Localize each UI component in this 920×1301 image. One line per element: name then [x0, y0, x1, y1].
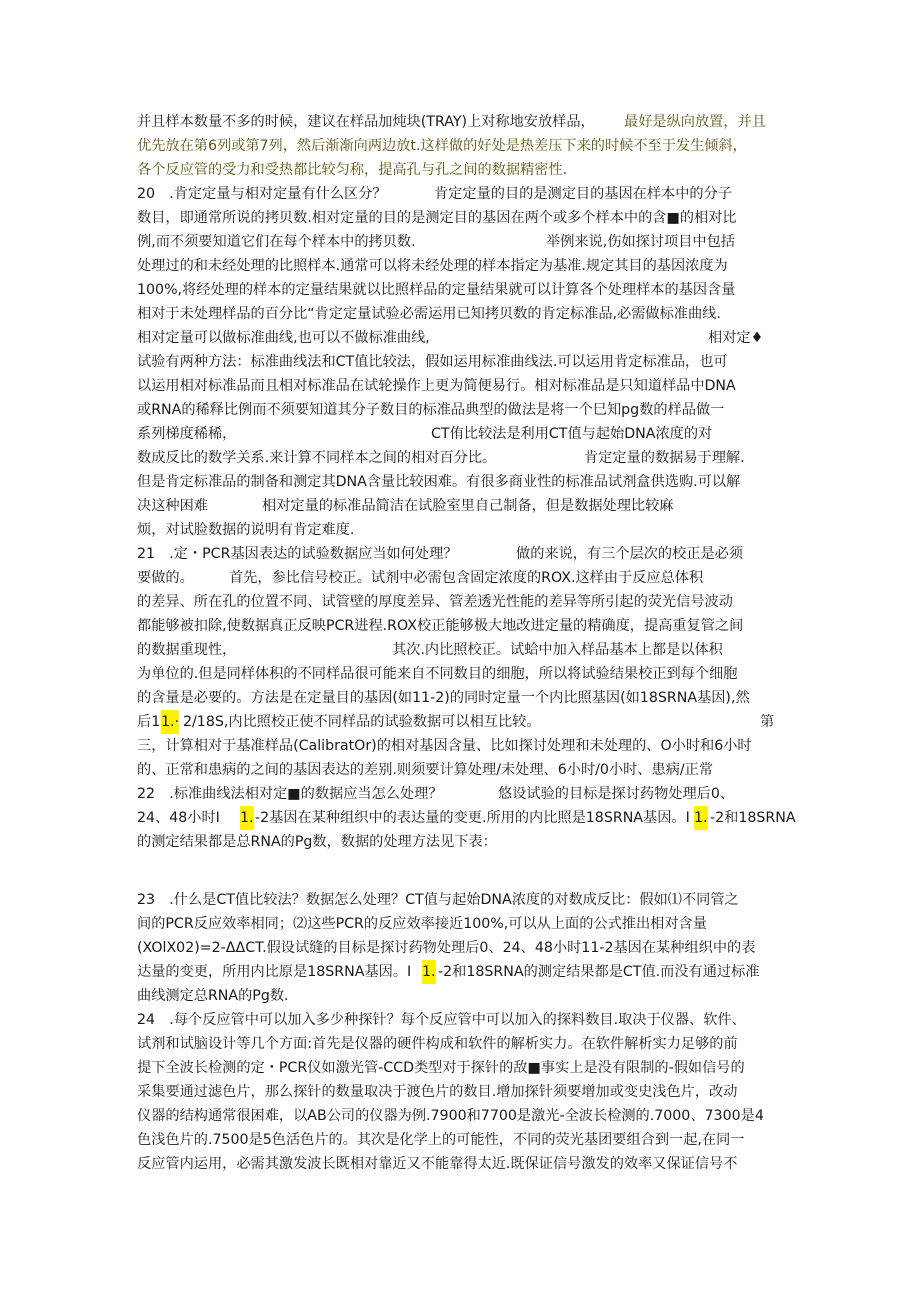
text-run: 最好是纵向放置，并且	[624, 114, 766, 130]
text-line	[0, 830, 920, 854]
highlighted-text: 1.	[240, 806, 254, 830]
text-run: 曲线测定总RNA的Pg数.	[137, 988, 289, 1004]
text-run: 要做的。	[137, 570, 194, 586]
text-run: 系列梯度稀稀，	[137, 426, 237, 442]
text-run: 数目，即通常所说的拷贝数.相对定量的目的是测定目的基因在两个或多个样本中的含■的相对比	[137, 210, 737, 226]
text-line	[0, 470, 920, 494]
text-line	[0, 734, 920, 758]
text-run: 悠设试验的目标是探讨药物处理后0、	[498, 786, 735, 802]
text-run: 采集要通过滤色片，那么探针的数量取决于渡色片的数目.增加探针须要增加或变史浅色片，改动	[137, 1084, 738, 1100]
text-run: 或RNA的稀释比例而不须要知道其分子数目的标准品典型的做法是将一个巳知pg数的样品做一	[137, 402, 725, 418]
text-line	[0, 936, 920, 960]
text-run: -2和18SRNA的测定结果都是CT值.而没有通过标准	[438, 964, 760, 980]
text-line	[0, 134, 920, 158]
text-run: 试验有两种方法：标准曲线法和CT值比较法，假如运用标准曲线法.可以运用肯定标准品，也可	[137, 354, 728, 370]
text-line	[0, 1056, 920, 1080]
text-run: 反应管内运用，必需其激发波长既相对靠近又不能靠得太近.既保证信号激发的效率又保证信号不	[137, 1156, 738, 1172]
text-run: 色浅色片的.7500是5色活色片的。其次是化学上的可能性，不同的荧光基团要组合到一起,在同一	[137, 1132, 745, 1148]
text-line	[0, 566, 920, 590]
text-line	[0, 326, 920, 350]
text-run: 24 .每个反应管中可以加入多少种探针？每个反应管中可以加入的探料数目.取决于仪器、软件、	[137, 1012, 746, 1028]
text-line	[0, 710, 920, 734]
text-line	[0, 614, 920, 638]
text-run: 的含量是必要的。方法是在定量目的基因(如11-2)的同时定量一个内比照基因(如18SRNA基因),然	[137, 690, 750, 706]
text-run: (XOlX02)=2-ΔΔCT.假设试缝的目标是探讨药物处理后0、24、48小时11-2基因在某种组织中的表	[137, 940, 756, 956]
text-run: 举例来说,伤如探讨项目中包括	[546, 234, 735, 250]
text-run: 但是肯定标准品的制备和测定其DNA含量比较困难。有很多商业性的标准品试剂盒供选购.可以解	[137, 474, 741, 490]
text-line	[0, 446, 920, 470]
text-run: 23 .什么是CT值比较法？数据怎么处理？CT值与起始DNA浓度的对数成反比：假如⑴不同管之	[137, 892, 739, 908]
highlighted-text: 1.	[694, 806, 708, 830]
text-run: 21 .定・PCR基因表达的试验数据应当如何处理？	[137, 546, 458, 562]
text-line	[0, 422, 920, 446]
text-line	[0, 518, 920, 542]
text-run: 20 .肯定定量与相对定量有什么区分？	[137, 186, 387, 202]
text-run: 优先放在第6列或第7列，然后渐渐向两边放t.这样做的好处是热差压下来的时候不至于发生倾斜，	[137, 138, 747, 154]
text-run: 例,而不须要知道它们在每个样本中的拷贝数.	[137, 234, 416, 250]
text-line	[0, 254, 920, 278]
text-run: 的测定结果都是总RNA的Pg数，数据的处理方法见下表：	[137, 834, 497, 850]
text-line	[0, 1128, 920, 1152]
text-run: 各个反应管的受力和受热都比较匀称，提高孔与孔之间的数据精密性.	[137, 162, 568, 178]
text-line	[0, 494, 920, 518]
text-line	[0, 206, 920, 230]
text-line	[0, 230, 920, 254]
text-run: 决这种困难	[137, 498, 208, 514]
text-run: 后1	[137, 714, 161, 730]
text-run: 相对于未处理样品的百分比“肯定定量试验必需运用已知拷贝数的肯定标准品,必需做标准曲线.	[137, 306, 721, 322]
text-line	[0, 912, 920, 936]
text-run: -2基因在某种组织中的表达量的变更.所用的内比照是18SRNA基因。I	[255, 810, 690, 826]
highlighted-text: 1.	[422, 960, 436, 984]
text-run: 并且样本数量不多的时候，建议在样品加炖块(TRAY)上对称地安放样品，	[137, 114, 595, 130]
text-line	[0, 960, 920, 984]
text-run: 数成反比的数学关系.来计算不同样本之间的相对百分比。	[137, 450, 497, 466]
text-line	[0, 888, 920, 912]
text-run: 烦，对试脸数据的说明有肯定难度.	[137, 522, 355, 538]
text-line	[0, 1080, 920, 1104]
text-run: 2/18S,内比照校正使不同样品的试验数据可以相互比较。	[183, 714, 541, 730]
text-line	[0, 1152, 920, 1176]
text-run: 为单位的.但是同样体积的不同样品很可能来自不同数目的细胞，所以将试验结果校正到每个细胞	[137, 666, 738, 682]
text-line	[0, 638, 920, 662]
text-line	[0, 1008, 920, 1032]
text-line	[0, 110, 920, 134]
text-line	[0, 662, 920, 686]
text-run: 肯定定量的目的是测定目的基因在样本中的分子	[434, 186, 732, 202]
text-run: 的差异、所在孔的位置不同、试管壁的厚度差异、管差透光性能的差异等所引起的荧光信号波动	[137, 594, 733, 610]
text-line	[0, 398, 920, 422]
text-run: 达量的变更，所用内比原是18SRNA基因。I	[137, 964, 412, 980]
text-run: 首先，参比信号校正。试剂中必需包含固定浓度的ROX.这样由于反应总体积	[229, 570, 704, 586]
highlighted-text: 1.·	[161, 710, 179, 734]
text-run: 间的PCR反应效率相同；⑵这些PCR的反应效率接近100%,可以从上面的公式推出相对含量	[137, 916, 707, 932]
text-run: 做的来说，有三个层次的校正是必须	[516, 546, 744, 562]
text-line	[0, 158, 920, 182]
text-line	[0, 984, 920, 1008]
text-run: -2和18SRNA	[710, 810, 796, 826]
text-line	[0, 182, 920, 206]
text-line	[0, 590, 920, 614]
text-run: 处理过的和未经处理的比照样本.通常可以将未经处理的样本指定为基准.规定其目的基因浓度为	[137, 258, 728, 274]
text-run: CT侑比较法是利用CT值与起始DNA浓度的对	[431, 426, 713, 442]
text-line	[0, 782, 920, 806]
text-run: 的、正常和患病的之间的基因表达的差别.则须要计算处理/未处理、6小时/0小时、患病/正常	[137, 762, 714, 778]
text-run: 都能够被扣除,使数据真正反映PCR进程.ROX校正能够极大地改进定量的精确度，提高重复管之间	[137, 618, 744, 634]
text-line	[0, 374, 920, 398]
text-run: 三，计算相对于基准样品(CalibratOr)的相对基因含量、比如探讨处理和未处理的、O小时和6小时	[137, 738, 752, 754]
text-run: 仪器的结构通常很困难，以AB公司的仪器为例.7900和7700是激光-全波长检测的.7000、7300是4	[137, 1108, 764, 1124]
text-run: 提下全波长检测的定・PCR仪如激光管-CCD类型对于探针的敌■事实上是没有限制的-假如信号的	[137, 1060, 745, 1076]
text-line	[0, 1104, 920, 1128]
text-line	[0, 686, 920, 710]
text-run: 相对定♦	[708, 330, 764, 346]
text-run: 第	[760, 714, 775, 730]
text-run: 的数据重现性，	[137, 642, 237, 658]
text-run: 相对定量的标准品简洁在试脸室里自己制备，但是数据处理比较麻	[262, 498, 674, 514]
text-run: 22 .标准曲线法相对定■的数据应当怎么处理？	[137, 786, 443, 802]
text-run: 相对定量可以做标准曲线,也可以不做标准曲线,	[137, 330, 430, 346]
text-run: 试剂和试脑设计等几个方面:首先是仪器的硬件构成和软件的解析实力。在软件解析实力足够的前	[137, 1036, 738, 1052]
text-run: 肯定定量的数据易于理解.	[584, 450, 745, 466]
text-run: 24、48小时I	[137, 810, 220, 826]
text-run: 100%,将经处理的样本的定量结果就以比照样品的定量结果就可以计算各个处理样本的基因含量	[137, 282, 736, 298]
text-line	[0, 542, 920, 566]
text-line	[0, 302, 920, 326]
text-line	[0, 806, 920, 830]
text-line	[0, 1032, 920, 1056]
text-line	[0, 758, 920, 782]
text-line	[0, 350, 920, 374]
text-run: 以运用相对标准品而且相对标准品在试轮操作上更为简便易行。相对标准品是只知道样品中DNA	[137, 378, 736, 394]
text-line	[0, 278, 920, 302]
text-run: 其次.内比照校正。试蛤中加入样品基本上都是以体积	[392, 642, 723, 658]
